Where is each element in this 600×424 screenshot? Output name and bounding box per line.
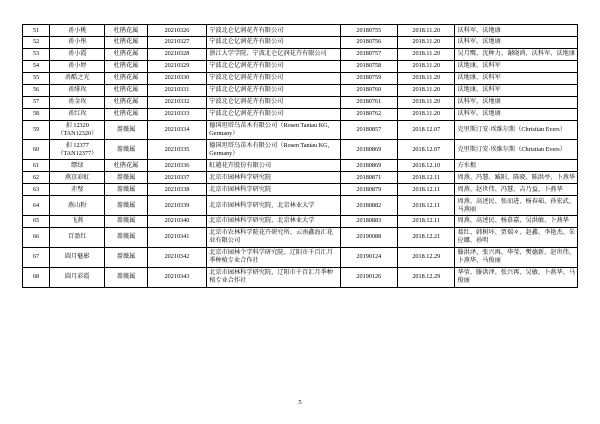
variety-rights-table	[22, 24, 578, 288]
table-row	[23, 108, 578, 120]
cell-variety-name: 百盈红	[50, 227, 105, 247]
cell-no: 58	[23, 108, 50, 120]
cell-breeder: 方水根	[455, 160, 578, 172]
cell-breeder: 周燕、高述民、杨慕嘉、吴洪敏、卜燕华	[455, 215, 578, 227]
cell-genus: 杜鹃花属	[105, 25, 147, 37]
cell-no: 55	[23, 72, 50, 84]
cell-genus: 杜鹃花属	[105, 108, 147, 120]
cell-no: 62	[23, 172, 50, 184]
cell-genus: 杜鹃花属	[105, 48, 147, 60]
cell-application-no: 20210333	[147, 108, 207, 120]
cell-variety-name: 圆月彩霞	[50, 267, 105, 287]
cell-variety-name: 燕山粉	[50, 196, 105, 216]
cell-grant-no: 20180869	[340, 160, 397, 172]
cell-genus: 蔷薇属	[105, 267, 147, 287]
cell-no: 67	[23, 247, 50, 267]
cell-grant-no: 20190088	[340, 227, 397, 247]
cell-grant-no: 20180883	[340, 215, 397, 227]
cell-grant-date: 2018.11.20	[398, 108, 455, 120]
cell-grant-date: 2018.11.20	[398, 25, 455, 37]
cell-grant-date: 2018.12.29	[398, 247, 455, 267]
cell-genus: 杜鹃花属	[105, 36, 147, 48]
cell-grant-date: 2018.11.20	[398, 36, 455, 48]
cell-grant-no: 20180857	[340, 120, 397, 140]
table-row	[23, 36, 578, 48]
cell-holder: 北京市园林个学科学研究院、辽阳市千百汇月季种植专业合作社	[207, 247, 340, 267]
cell-holder: 虹越花卉股份有限公司	[207, 160, 340, 172]
cell-grant-date: 2018.11.20	[398, 72, 455, 84]
cell-breeder: 华莹、滕洪泽、张兴再、吴敏、卜燕华、马俊丽	[455, 267, 578, 287]
cell-genus: 蔷薇属	[105, 227, 147, 247]
cell-variety-name: 甬小婷	[50, 60, 105, 72]
cell-breeder: 周燕、赵世伟、冯慧、吉乃益、卜燕华	[455, 184, 578, 196]
cell-holder: 北京市园林科学研究院、北京林业大学	[207, 196, 340, 216]
cell-grant-no: 20180882	[340, 196, 397, 216]
cell-genus: 杜鹃花属	[105, 160, 147, 172]
cell-breeder: 滕洪泽、张兴再、华莹、樊德新、赵世伟、卜燕华、马俊丽	[455, 247, 578, 267]
cell-grant-date: 2018.12.11	[398, 215, 455, 227]
cell-grant-no: 20180759	[340, 72, 397, 84]
cell-no: 66	[23, 227, 50, 247]
cell-holder: 宁波北仑亿润花卉有限公司	[207, 108, 340, 120]
cell-grant-no: 20190124	[340, 247, 397, 267]
cell-no: 61	[23, 160, 50, 172]
cell-variety-name: 缥绿	[50, 160, 105, 172]
cell-holder: 北京市园林科学研究院	[207, 184, 340, 196]
cell-application-no: 20210336	[147, 160, 207, 172]
cell-grant-date: 2018.11.20	[398, 48, 455, 60]
cell-genus: 杜鹃花属	[105, 96, 147, 108]
cell-variety-name: 甬红玫	[50, 108, 105, 120]
cell-holder: 宁波北仑亿润花卉有限公司	[207, 72, 340, 84]
cell-variety-name: 赤璧	[50, 184, 105, 196]
cell-breeder: 沃科军、沃地康	[455, 25, 578, 37]
cell-application-no: 20210330	[147, 72, 207, 84]
cell-genus: 杜鹃花属	[105, 84, 147, 96]
cell-grant-date: 2018.11.20	[398, 84, 455, 96]
cell-variety-name: 飞燕	[50, 215, 105, 227]
cell-grant-no: 20180760	[340, 84, 397, 96]
cell-no: 60	[23, 140, 50, 160]
cell-grant-no: 20180757	[340, 48, 397, 60]
table-row	[23, 25, 578, 37]
cell-grant-date: 2018.12.07	[398, 120, 455, 140]
table-row	[23, 184, 578, 196]
table-row	[23, 72, 578, 84]
cell-application-no: 20210343	[147, 267, 207, 287]
cell-breeder: 吴月鹰、沈种力、谢晓鸿、沃科军、沃地康	[455, 48, 578, 60]
cell-holder: 宁波北仑亿润花卉有限公司	[207, 60, 340, 72]
cell-holder: 宁波北仑亿润花卉有限公司	[207, 25, 340, 37]
cell-variety-name: 甬小桃	[50, 25, 105, 37]
cell-genus: 杜鹃花属	[105, 60, 147, 72]
page-number: 5	[298, 399, 302, 406]
cell-variety-name: 甬酷之光	[50, 72, 105, 84]
cell-variety-name: 甬小霞	[50, 48, 105, 60]
table-row	[23, 160, 578, 172]
cell-holder: 德国坦塔乌苗木有限公司（Rosen Tantau KG, Germany）	[207, 120, 340, 140]
cell-grant-no: 20190126	[340, 267, 397, 287]
cell-variety-name: 甬小彤	[50, 36, 105, 48]
cell-no: 53	[23, 48, 50, 60]
cell-grant-no: 20180756	[340, 36, 397, 48]
cell-variety-name: 甬金玫	[50, 96, 105, 108]
table-row	[23, 215, 578, 227]
cell-holder: 北京市园林科学研究院、辽阳市千百汇月季种植专业合作社	[207, 267, 340, 287]
cell-application-no: 20210331	[147, 84, 207, 96]
cell-holder: 宁波北仑亿润花卉有限公司	[207, 96, 340, 108]
table-row	[23, 96, 578, 108]
cell-application-no: 20210337	[147, 172, 207, 184]
table-row	[23, 247, 578, 267]
cell-no: 59	[23, 120, 50, 140]
cell-application-no: 20210340	[147, 215, 207, 227]
cell-grant-no: 20180758	[340, 60, 397, 72]
cell-genus: 蔷薇属	[105, 184, 147, 196]
cell-holder: 浙江大学学院、宁波北仑亿润花卉有限公司	[207, 48, 340, 60]
cell-holder: 北京市农林科学院花卉研究所、云南鑫海汇花业有限公司	[207, 227, 340, 247]
cell-breeder: 葛红、韩树坏、贾瑞々、赵鑫、李艳杰、朱应娜、孙明	[455, 227, 578, 247]
table-row	[23, 172, 578, 184]
cell-grant-no: 20180879	[340, 184, 397, 196]
cell-grant-date: 2018.11.20	[398, 96, 455, 108]
cell-genus: 蔷薇属	[105, 215, 147, 227]
cell-no: 65	[23, 215, 50, 227]
cell-grant-date: 2018.12.29	[398, 267, 455, 287]
cell-no: 56	[23, 84, 50, 96]
cell-grant-no: 20180871	[340, 172, 397, 184]
cell-application-no: 20210332	[147, 96, 207, 108]
cell-grant-date: 2018.12.11	[398, 184, 455, 196]
cell-no: 54	[23, 60, 50, 72]
cell-holder: 宁波北仑亿润花卉有限公司	[207, 84, 340, 96]
cell-grant-date: 2018.12.11	[398, 172, 455, 184]
cell-variety-name: 扣 12377（TAN12377）	[50, 140, 105, 160]
cell-breeder: 沃科军、沃地康	[455, 108, 578, 120]
cell-application-no: 20210335	[147, 140, 207, 160]
cell-breeder: 沃科军、沃地康	[455, 96, 578, 108]
cell-grant-date: 2018.11.20	[398, 60, 455, 72]
cell-no: 57	[23, 96, 50, 108]
cell-breeder: 周燕、高述民、张而进、杨春茹、孙宏武、马燕丽	[455, 196, 578, 216]
table-row	[23, 140, 578, 160]
table-row	[23, 267, 578, 287]
cell-no: 64	[23, 196, 50, 216]
table-row	[23, 84, 578, 96]
cell-holder: 北京市园林科学研究院、北京林业大学	[207, 215, 340, 227]
cell-genus: 杜鹃花属	[105, 72, 147, 84]
cell-breeder: 克里斯汀安·埃维尔斯（Christian Evers）	[455, 120, 578, 140]
cell-application-no: 20210334	[147, 120, 207, 140]
cell-grant-date: 2018.12.10	[398, 160, 455, 172]
cell-no: 63	[23, 184, 50, 196]
cell-grant-no: 20180761	[340, 96, 397, 108]
cell-variety-name: 扣 12320（TAN12320）	[50, 120, 105, 140]
table-row	[23, 196, 578, 216]
table-row	[23, 60, 578, 72]
cell-no: 52	[23, 36, 50, 48]
cell-genus: 蔷薇属	[105, 247, 147, 267]
cell-application-no: 20210339	[147, 196, 207, 216]
cell-genus: 蔷薇属	[105, 172, 147, 184]
cell-grant-date: 2018.12.21	[398, 227, 455, 247]
cell-no: 51	[23, 25, 50, 37]
cell-grant-date: 2018.12.07	[398, 140, 455, 160]
cell-genus: 蔷薇属	[105, 120, 147, 140]
cell-application-no: 20210327	[147, 36, 207, 48]
cell-application-no: 20210328	[147, 48, 207, 60]
cell-variety-name: 甬绯玫	[50, 84, 105, 96]
cell-breeder: 沃科军、沃地康	[455, 36, 578, 48]
cell-breeder: 沃地康、沃科军	[455, 60, 578, 72]
cell-variety-name: 燕京彩虹	[50, 172, 105, 184]
cell-application-no: 20210342	[147, 247, 207, 267]
cell-application-no: 20210326	[147, 25, 207, 37]
cell-application-no: 20210329	[147, 60, 207, 72]
cell-no: 68	[23, 267, 50, 287]
cell-variety-name: 圆月魅影	[50, 247, 105, 267]
cell-application-no: 20210338	[147, 184, 207, 196]
cell-holder: 德国坦塔乌苗木有限公司（Rosen Tantau KG, Germany）	[207, 140, 340, 160]
cell-holder: 宁波北仑亿润花卉有限公司	[207, 36, 340, 48]
cell-holder: 北京市园林科学研究院	[207, 172, 340, 184]
cell-breeder: 周燕、冯慧、臧阳、陈晓、陈洪亭、卜燕华	[455, 172, 578, 184]
cell-grant-no: 20180869	[340, 140, 397, 160]
table-row	[23, 120, 578, 140]
cell-application-no: 20210341	[147, 227, 207, 247]
cell-grant-date: 2018.12.11	[398, 196, 455, 216]
cell-breeder: 克里斯汀安·埃维尔斯（Christian Evers）	[455, 140, 578, 160]
cell-genus: 蔷薇属	[105, 196, 147, 216]
table-body	[23, 25, 578, 288]
cell-breeder: 沃地康、沃科军	[455, 84, 578, 96]
cell-grant-no: 20180755	[340, 25, 397, 37]
table-row	[23, 227, 578, 247]
cell-grant-no: 20180762	[340, 108, 397, 120]
cell-genus: 蔷薇属	[105, 140, 147, 160]
cell-breeder: 沃地康、沃科军	[455, 72, 578, 84]
table-row	[23, 48, 578, 60]
